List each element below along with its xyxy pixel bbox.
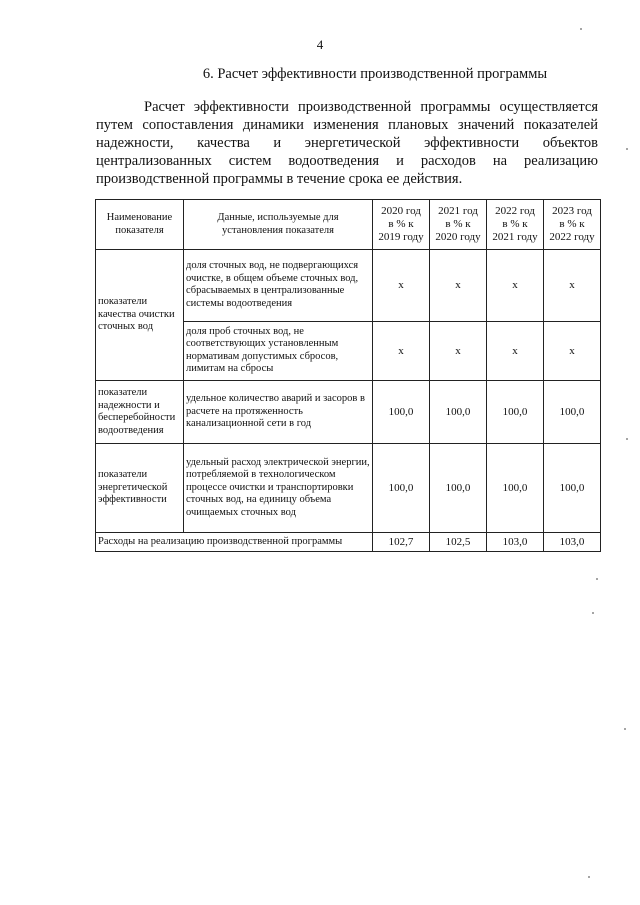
paragraph-line: путем сопоставления динамики изменения плановых значений показателей [96, 117, 598, 133]
section-title: 6. Расчет эффективности производственной программы [202, 66, 548, 82]
row-description: удельный расход электрической энергии, потребляемой в технологическом процессе очистки и транспортировки сточных вод, на единицу объема очищаемых сточных вод [184, 444, 373, 533]
group-label-reliability: показатели надежности и бесперебойности водоотведения [96, 381, 184, 444]
row-description: удельное количество аварий и засоров в расчете на протяженность канализационной сети в год [184, 381, 373, 444]
table-cell-value: x [544, 321, 601, 380]
group-label-quality: показатели качества очистки сточных вод [96, 250, 184, 381]
scan-speck [592, 612, 594, 614]
table-cell-value: x [487, 321, 544, 380]
table-cell-value: 100,0 [430, 381, 487, 444]
group-label-energy: показатели энергетической эффективности [96, 444, 184, 533]
table-cell-value: 100,0 [487, 381, 544, 444]
table-cell-value: 100,0 [544, 381, 601, 444]
table-cell-value: 102,7 [373, 533, 430, 552]
table-row [96, 444, 601, 533]
footer-label: Расходы на реализацию производственной программы [96, 533, 373, 552]
header-source-data: Данные, используемые для установления показателя [184, 200, 373, 250]
table-cell-value: 103,0 [487, 533, 544, 552]
table-cell-value: 102,5 [430, 533, 487, 552]
table-cell-value: x [430, 321, 487, 380]
scan-speck [624, 728, 626, 730]
table-cell-value: 100,0 [373, 381, 430, 444]
paragraph-line: надежности, качества и энергетической эффективности объектов [96, 135, 598, 151]
table-row [96, 250, 601, 322]
table-cell-value: 100,0 [430, 444, 487, 533]
header-year-2021: 2021 год в % к 2020 году [430, 200, 487, 250]
table-cell-value: x [373, 250, 430, 322]
scan-speck [580, 28, 582, 30]
row-description: доля проб сточных вод, не соответствующих установленным нормативам допустимых сбросов, лимитам на сбросы [184, 321, 373, 380]
header-year-2023: 2023 год в % к 2022 году [544, 200, 601, 250]
table-cell-value: 100,0 [544, 444, 601, 533]
paragraph-line: централизованных систем водоотведения и расходов на реализацию [96, 153, 598, 169]
scan-speck [626, 438, 628, 440]
intro-paragraph [96, 98, 598, 188]
paragraph-line: Расчет эффективности производственной программы осуществляется [144, 99, 598, 115]
efficiency-table [95, 199, 601, 552]
header-indicator-name: Наименование показателя [96, 200, 184, 250]
table-header-row [96, 200, 601, 250]
header-year-2020: 2020 год в % к 2019 году [373, 200, 430, 250]
table-cell-value: x [373, 321, 430, 380]
page-number: 4 [316, 37, 324, 52]
scan-speck [596, 578, 598, 580]
table-cell-value: 100,0 [487, 444, 544, 533]
table-cell-value: x [544, 250, 601, 322]
paragraph-line: производственной программы в течение срока ее действия. [96, 171, 463, 187]
table-cell-value: 100,0 [373, 444, 430, 533]
table-cell-value: 103,0 [544, 533, 601, 552]
table-row-total [96, 533, 601, 552]
table-cell-value: x [487, 250, 544, 322]
scan-speck [626, 148, 628, 150]
table-row [96, 381, 601, 444]
header-year-2022: 2022 год в % к 2021 году [487, 200, 544, 250]
table-cell-value: x [430, 250, 487, 322]
row-description: доля сточных вод, не подвергающихся очистке, в общем объеме сточных вод, сбрасываемых в централизованные системы водоотведения [184, 250, 373, 322]
scan-speck [588, 876, 590, 878]
